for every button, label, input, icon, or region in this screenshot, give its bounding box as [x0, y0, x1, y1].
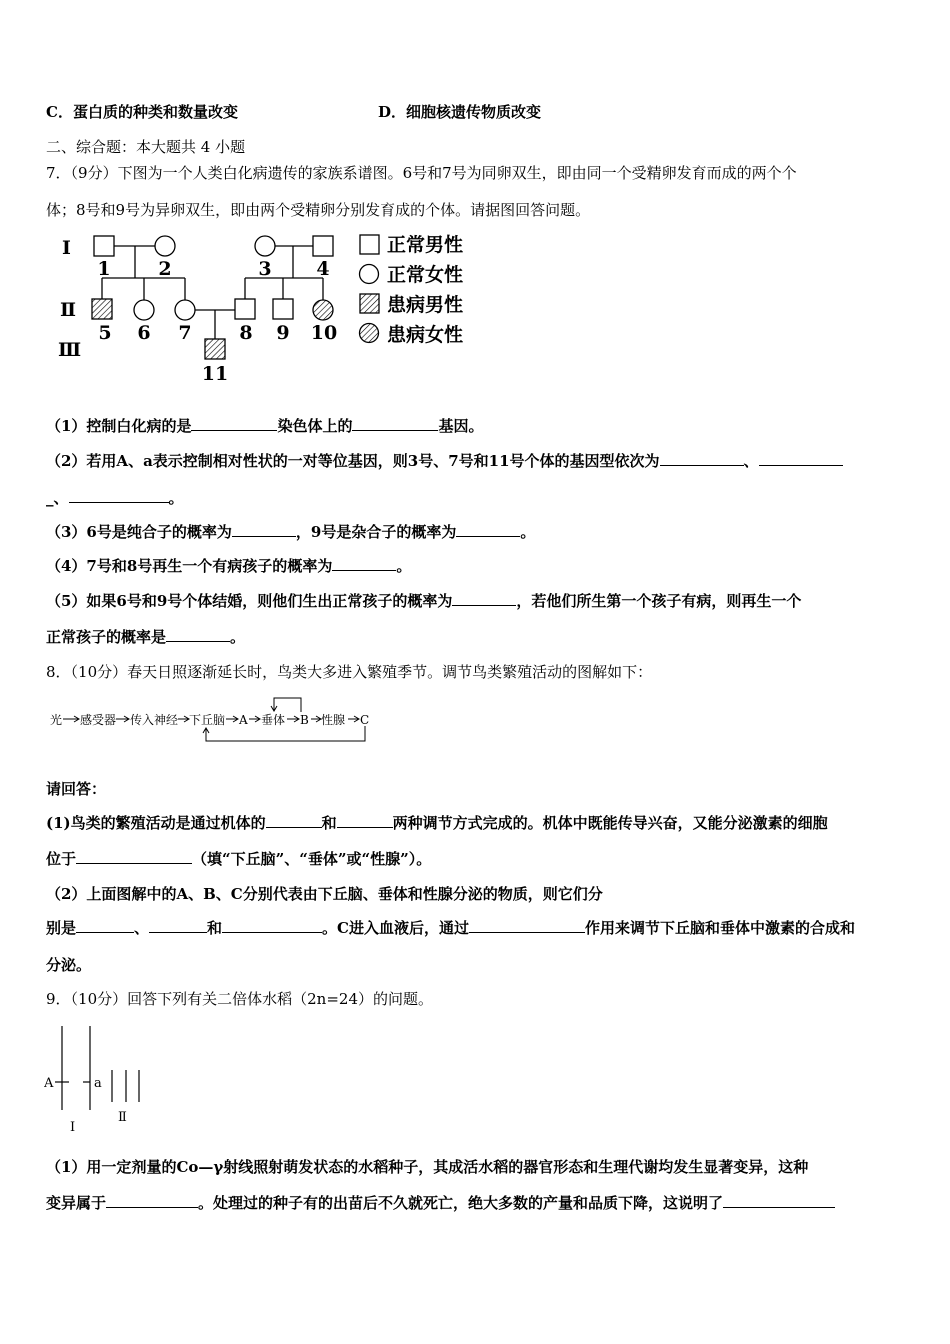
q7-sub3-part-2: ，9号是杂合子的概率为 [295, 523, 457, 541]
q7-sub5-blank-1[interactable] [452, 591, 516, 606]
q7-sub2-b [46, 488, 184, 508]
option-c-text: C．蛋白质的种类和数量改变 [46, 103, 238, 121]
legend-affected-male-symbol [360, 294, 379, 313]
chromosome-group-2-label: Ⅱ [118, 1110, 127, 1125]
chromosome-figure [44, 1024, 154, 1136]
pedigree-label-4: 4 [316, 258, 330, 280]
q8-sub2-blank-2[interactable] [149, 918, 207, 933]
q7-sub3-blank-1[interactable] [232, 522, 296, 537]
q8-intro-text: 8．（10分）春天日照逐渐延长时，鸟类大多进入繁殖季节。调节鸟类繁殖活动的图解如下： [46, 663, 653, 681]
q7-sub5-blank-2[interactable] [166, 627, 230, 642]
pedigree-label-2: 2 [158, 258, 172, 280]
flow-node-c: C [360, 713, 370, 727]
flow-node-afferent-nerve: 传入神经 [130, 713, 179, 727]
section-title [46, 137, 245, 157]
q7-intro-2 [46, 200, 590, 220]
pedigree-label-5: 5 [98, 322, 112, 344]
q9-intro [46, 989, 433, 1009]
q8-sub2-a-text: （2）上面图解中的A、B、C分别代表由下丘脑、垂体和性腺分泌的物质，则它们分 [46, 885, 603, 903]
q9-sub1-b-part-2: 。处理过的种子有的出苗后不久就死亡，绝大多数的产量和品质下降，这说明了 [198, 1194, 724, 1212]
pedigree-label-3: 3 [258, 258, 272, 280]
pedigree-label-10: 10 [310, 322, 338, 344]
legend-normal-female-label: 正常女性 [387, 264, 464, 286]
legend-affected-female-symbol [360, 324, 379, 343]
option-d-text: D．细胞核遗传物质改变 [378, 103, 542, 121]
pedigree-chart [50, 225, 490, 390]
flow-node-b: B [300, 713, 309, 727]
q8-sub2-b-part-2: 、 [134, 919, 150, 937]
allele-label-upper: A [44, 1076, 54, 1091]
legend-affected-female-label: 患病女性 [387, 324, 464, 346]
pedigree-label-11: 11 [201, 363, 229, 385]
q8-sub1-b-part-1: 位于 [46, 850, 77, 868]
flow-node-gonad: 性腺 [321, 713, 346, 727]
q9-sub1-a [46, 1157, 808, 1177]
q9-intro-text: 9．（10分）回答下列有关二倍体水稻（2n=24）的问题。 [46, 990, 433, 1008]
q7-sub1 [46, 416, 483, 436]
q9-sub1-blank-2[interactable] [723, 1193, 835, 1208]
q7-intro-1-text: 7．（9分）下图为一个人类白化病遗传的家族系谱图。6号和7号为同卵双生，即由同一个受精卵发育而成的两个个 [46, 164, 797, 182]
q7-sub2-a [46, 451, 843, 471]
q7-sub2-b-part-1: _、 [46, 489, 69, 507]
q8-sub2-b-part-4: 。C进入血液后，通过 [322, 919, 469, 937]
q7-sub5-a-part-1: （5）如果6号和9号个体结婚，则他们生出正常孩子的概率为 [46, 592, 453, 610]
pedigree-individual-1 [94, 236, 114, 256]
pedigree-individual-4 [313, 236, 333, 256]
q8-sub1-b [46, 849, 431, 869]
q8-intro [46, 662, 652, 682]
q7-sub4-part-2: 。 [396, 557, 412, 575]
q8-sub1-a-part-3: 两种调节方式完成的。机体中既能传导兴奋，又能分泌激素的细胞 [392, 814, 828, 832]
q8-sub2-blank-1[interactable] [76, 918, 134, 933]
pedigree-label-6: 6 [137, 322, 151, 344]
flow-node-hypothalamus: 下丘脑 [189, 713, 226, 727]
flow-node-receptor: 感受器 [80, 713, 117, 727]
q8-sub2-b-part-5: 作用来调节下丘脑和垂体中激素的合成和 [585, 919, 856, 937]
pedigree-individual-9 [273, 299, 293, 319]
q8-sub2-c [46, 955, 91, 975]
q7-sub5-b-part-1: 正常孩子的概率是 [46, 628, 167, 646]
q8-sub2-blank-4[interactable] [469, 918, 585, 933]
q7-sub3-blank-2[interactable] [456, 522, 520, 537]
q8-sub1-blank-1[interactable] [266, 813, 322, 828]
allele-label-lower: a [94, 1076, 102, 1091]
q8-ask [46, 779, 106, 799]
flow-node-pituitary: 垂体 [261, 713, 286, 727]
q8-sub1-b-part-2: （填“下丘脑”、“垂体”或“性腺”）。 [192, 850, 432, 868]
q7-sub5-a-part-2: ，若他们所生第一个孩子有病，则再生一个 [516, 592, 802, 610]
q7-sub3-part-3: 。 [520, 523, 536, 541]
legend-normal-male-label: 正常男性 [387, 234, 464, 256]
hormone-flow-diagram [46, 693, 386, 745]
chromosome-group-1-label: Ⅰ [70, 1120, 76, 1135]
q8-sub1-a-part-1: (1)鸟类的繁殖活动是通过机体的 [46, 814, 266, 832]
legend-normal-female-symbol [360, 265, 379, 284]
q7-sub3-part-1: （3）6号是纯合子的概率为 [46, 523, 232, 541]
option-c [46, 102, 238, 122]
q9-sub1-a-text: （1）用一定剂量的Co—γ射线照射萌发状态的水稻种子，其成活水稻的器官形态和生理代谢均发生显著变异，这种 [46, 1158, 809, 1176]
q8-sub2-b-part-1: 别是 [46, 919, 77, 937]
pedigree-individual-2 [155, 236, 175, 256]
q8-sub2-blank-3[interactable] [222, 918, 322, 933]
q9-sub1-b-part-1: 变异属于 [46, 1194, 107, 1212]
legend-normal-male-symbol [360, 235, 379, 254]
q7-sub2-b-part-2: 。 [168, 489, 184, 507]
section-title-text: 二、综合题：本大题共 4 小题 [46, 138, 246, 156]
q7-sub5-a [46, 591, 801, 611]
pedigree-label-9: 9 [276, 322, 290, 344]
pedigree-individual-5 [92, 299, 112, 319]
q7-sub1-part-3: 基因。 [438, 417, 484, 435]
q7-sub3 [46, 522, 535, 542]
pedigree-label-8: 8 [239, 322, 253, 344]
q7-sub1-blank-2[interactable] [352, 416, 438, 431]
q7-sub1-part-1: （1）控制白化病的是 [46, 417, 192, 435]
generation-label-3: Ⅲ [58, 339, 82, 361]
q7-sub2-blank-3[interactable] [69, 488, 169, 503]
q7-sub1-part-2: 染色体上的 [277, 417, 353, 435]
q8-sub1-a [46, 813, 828, 833]
q7-sub4-blank-1[interactable] [332, 556, 396, 571]
pedigree-individual-10 [313, 300, 333, 320]
q8-sub2-b [46, 918, 855, 938]
q8-sub1-blank-2[interactable] [337, 813, 393, 828]
pedigree-individual-11 [205, 339, 225, 359]
q8-sub2-c-text: 分泌。 [46, 956, 92, 974]
legend-affected-male-label: 患病男性 [387, 294, 464, 316]
q7-sub4 [46, 556, 411, 576]
generation-label-2: Ⅱ [60, 299, 77, 321]
pedigree-individual-7 [175, 300, 195, 320]
q7-sub2-blank-2[interactable] [759, 451, 843, 466]
option-d [378, 102, 541, 122]
flow-node-light: 光 [50, 713, 63, 727]
q8-sub1-a-part-2: 和 [321, 814, 337, 832]
generation-label-1: Ⅰ [62, 237, 71, 259]
q7-sub5-b [46, 627, 245, 647]
pedigree-individual-6 [134, 300, 154, 320]
q7-sub5-b-part-2: 。 [230, 628, 246, 646]
q7-sub2-blank-1[interactable] [660, 451, 744, 466]
q8-sub2-b-part-3: 和 [207, 919, 223, 937]
q8-sub1-blank-3[interactable] [76, 849, 192, 864]
pedigree-label-7: 7 [178, 322, 192, 344]
q7-sub2-a-part-1: （2）若用A、a表示控制相对性状的一对等位基因，则3号、7号和11号个体的基因型依次为 [46, 452, 660, 470]
q9-sub1-blank-1[interactable] [106, 1193, 198, 1208]
q7-sub1-blank-1[interactable] [191, 416, 277, 431]
pedigree-label-1: 1 [97, 258, 111, 280]
q7-intro-1 [46, 163, 797, 183]
q7-intro-2-text: 体；8号和9号为异卵双生，即由两个受精卵分别发育成的个体。请据图回答问题。 [46, 201, 591, 219]
pedigree-individual-3 [255, 236, 275, 256]
q7-sub4-part-1: （4）7号和8号再生一个有病孩子的概率为 [46, 557, 333, 575]
q9-sub1-b [46, 1193, 835, 1213]
q8-ask-text: 请回答： [46, 780, 107, 798]
q8-sub2-a [46, 884, 603, 904]
q7-sub2-a-part-2: 、 [743, 452, 759, 470]
flow-node-a: A [239, 713, 248, 727]
pedigree-individual-8 [235, 299, 255, 319]
